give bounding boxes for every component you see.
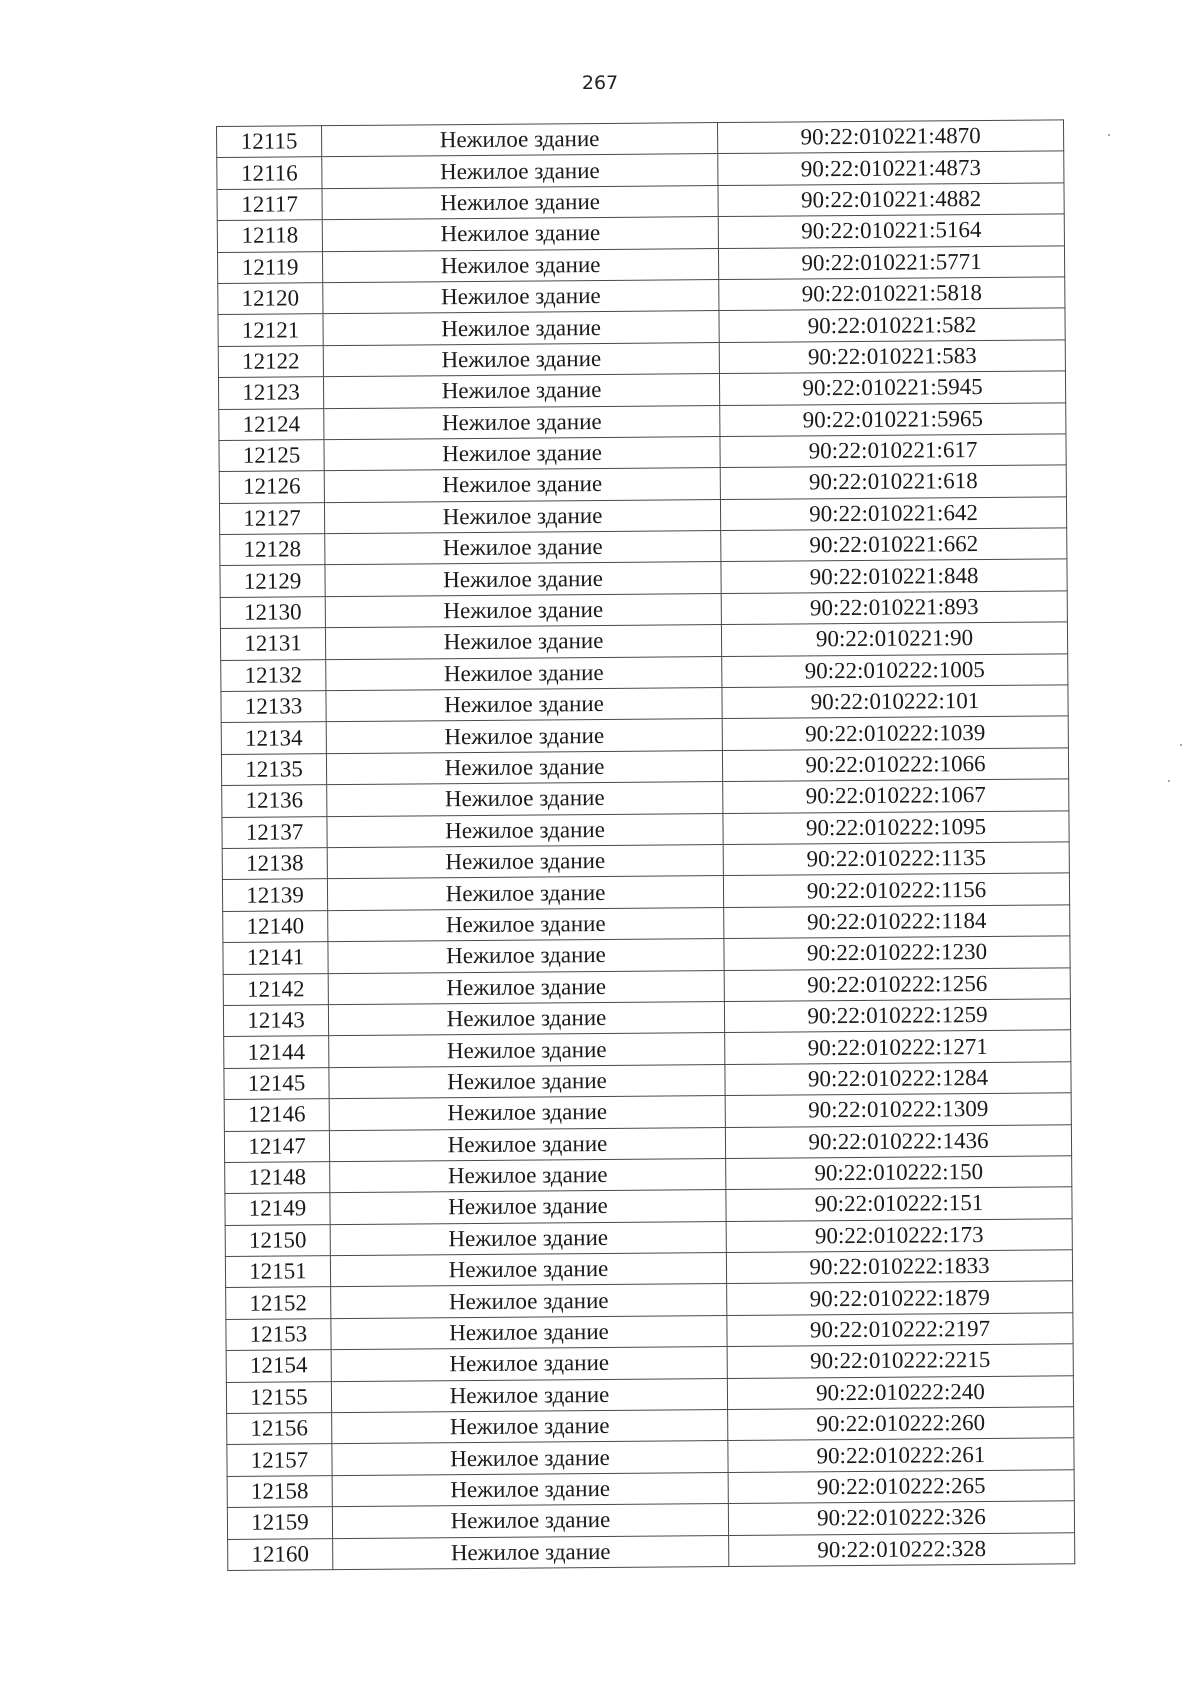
cadastral-number: 90:22:010222:1066 xyxy=(722,748,1068,782)
cadastral-number: 90:22:010222:326 xyxy=(728,1501,1074,1535)
cadastral-number: 90:22:010221:5164 xyxy=(718,214,1064,248)
row-number: 12145 xyxy=(224,1067,329,1099)
row-number: 12152 xyxy=(226,1287,331,1319)
object-type: Нежилое здание xyxy=(331,1347,727,1381)
cadastral-number: 90:22:010222:1156 xyxy=(723,873,1069,907)
cadastral-number: 90:22:010222:265 xyxy=(728,1470,1074,1504)
object-type: Нежилое здание xyxy=(322,154,718,188)
row-number: 12132 xyxy=(221,659,326,691)
object-type: Нежилое здание xyxy=(331,1378,727,1412)
cadastral-number: 90:22:010222:1436 xyxy=(725,1124,1071,1158)
cadastral-number: 90:22:010222:240 xyxy=(727,1375,1073,1409)
cadastral-number: 90:22:010222:260 xyxy=(728,1407,1074,1441)
row-number: 12160 xyxy=(228,1538,333,1570)
object-type: Нежилое здание xyxy=(327,876,723,910)
object-type: Нежилое здание xyxy=(326,719,722,753)
object-type: Нежилое здание xyxy=(324,436,720,470)
cadastral-number: 90:22:010221:5818 xyxy=(719,277,1065,311)
row-number: 12122 xyxy=(218,345,323,377)
object-type: Нежилое здание xyxy=(323,342,719,376)
cadastral-number: 90:22:010222:150 xyxy=(726,1156,1072,1190)
row-number: 12158 xyxy=(227,1475,332,1507)
cadastral-number: 90:22:010222:1135 xyxy=(723,842,1069,876)
object-type: Нежилое здание xyxy=(328,1001,724,1035)
cadastral-number: 90:22:010222:1284 xyxy=(725,1062,1071,1096)
object-type: Нежилое здание xyxy=(323,374,719,408)
object-type: Нежилое здание xyxy=(332,1504,728,1538)
object-type: Нежилое здание xyxy=(325,593,721,627)
row-number: 12154 xyxy=(226,1350,331,1382)
row-number: 12120 xyxy=(218,283,323,315)
cadastral-number: 90:22:010222:1184 xyxy=(724,905,1070,939)
object-type: Нежилое здание xyxy=(325,562,721,596)
row-number: 12157 xyxy=(227,1444,332,1476)
cadastral-number: 90:22:010222:261 xyxy=(728,1438,1074,1472)
row-number: 12118 xyxy=(217,220,322,252)
object-type: Нежилое здание xyxy=(324,405,720,439)
row-number: 12131 xyxy=(220,628,325,660)
cadastral-number: 90:22:010222:1271 xyxy=(725,1030,1071,1064)
cadastral-number: 90:22:010221:618 xyxy=(720,465,1066,499)
object-type: Нежилое здание xyxy=(325,531,721,565)
object-type: Нежилое здание xyxy=(323,311,719,345)
cadastral-number: 90:22:010222:1259 xyxy=(724,999,1070,1033)
object-type: Нежилое здание xyxy=(329,1064,725,1098)
row-number: 12121 xyxy=(218,314,323,346)
object-type: Нежилое здание xyxy=(322,185,718,219)
cadastral-number: 90:22:010222:1309 xyxy=(725,1093,1071,1127)
object-type: Нежилое здание xyxy=(329,1096,725,1130)
row-number: 12137 xyxy=(222,816,327,848)
row-number: 12141 xyxy=(223,942,328,974)
cadastral-number: 90:22:010222:1230 xyxy=(724,936,1070,970)
row-number: 12136 xyxy=(222,785,327,817)
object-type: Нежилое здание xyxy=(333,1535,729,1569)
row-number: 12133 xyxy=(221,691,326,723)
object-type: Нежилое здание xyxy=(332,1472,728,1506)
cadastral-number: 90:22:010221:4870 xyxy=(717,120,1063,154)
row-number: 12125 xyxy=(219,440,324,472)
cadastral-number: 90:22:010222:2215 xyxy=(727,1344,1073,1378)
property-table xyxy=(216,119,1075,1571)
cadastral-number: 90:22:010222:151 xyxy=(726,1187,1072,1221)
object-type: Нежилое здание xyxy=(328,939,724,973)
cadastral-number: 90:22:010221:90 xyxy=(721,622,1067,656)
row-number: 12144 xyxy=(224,1036,329,1068)
object-type: Нежилое здание xyxy=(326,750,722,784)
row-number: 12142 xyxy=(223,973,328,1005)
row-number: 12148 xyxy=(225,1162,330,1194)
row-number: 12128 xyxy=(220,534,325,566)
object-type: Нежилое здание xyxy=(328,970,724,1004)
scan-speck xyxy=(1168,780,1170,782)
row-number: 12153 xyxy=(226,1318,331,1350)
cadastral-number: 90:22:010221:5945 xyxy=(719,371,1065,405)
row-number: 12147 xyxy=(224,1130,329,1162)
cadastral-number: 90:22:010222:328 xyxy=(729,1532,1075,1566)
row-number: 12138 xyxy=(222,848,327,880)
cadastral-number: 90:22:010222:1039 xyxy=(722,716,1068,750)
row-number: 12134 xyxy=(221,722,326,754)
page-number: 267 xyxy=(581,72,619,94)
cadastral-number: 90:22:010221:4882 xyxy=(718,183,1064,217)
cadastral-number: 90:22:010222:1067 xyxy=(723,779,1069,813)
cadastral-number: 90:22:010221:4873 xyxy=(718,151,1064,185)
cadastral-number: 90:22:010222:1256 xyxy=(724,967,1070,1001)
row-number: 12124 xyxy=(219,408,324,440)
row-number: 12127 xyxy=(219,502,324,534)
object-type: Нежилое здание xyxy=(322,248,718,282)
cadastral-number: 90:22:010221:582 xyxy=(719,308,1065,342)
object-type: Нежилое здание xyxy=(328,907,724,941)
cadastral-number: 90:22:010222:101 xyxy=(722,685,1068,719)
object-type: Нежилое здание xyxy=(329,1033,725,1067)
cadastral-number: 90:22:010221:5771 xyxy=(718,245,1064,279)
row-number: 12139 xyxy=(222,879,327,911)
row-number: 12150 xyxy=(225,1224,330,1256)
object-type: Нежилое здание xyxy=(326,688,722,722)
cadastral-number: 90:22:010221:848 xyxy=(721,559,1067,593)
cadastral-number: 90:22:010222:2197 xyxy=(727,1313,1073,1347)
object-type: Нежилое здание xyxy=(331,1315,727,1349)
object-type: Нежилое здание xyxy=(331,1284,727,1318)
row-number: 12129 xyxy=(220,565,325,597)
row-number: 12126 xyxy=(219,471,324,503)
row-number: 12140 xyxy=(223,910,328,942)
table-body xyxy=(217,120,1075,1571)
row-number: 12146 xyxy=(224,1099,329,1131)
table-row xyxy=(228,1532,1075,1570)
cadastral-number: 90:22:010222:1005 xyxy=(722,653,1068,687)
cadastral-number: 90:22:010221:662 xyxy=(721,528,1067,562)
object-type: Нежилое здание xyxy=(330,1190,726,1224)
row-number: 12151 xyxy=(225,1256,330,1288)
row-number: 12115 xyxy=(217,126,322,158)
row-number: 12130 xyxy=(220,597,325,629)
object-type: Нежилое здание xyxy=(330,1253,726,1287)
row-number: 12155 xyxy=(226,1381,331,1413)
object-type: Нежилое здание xyxy=(332,1441,728,1475)
object-type: Нежилое здание xyxy=(327,782,723,816)
cadastral-number: 90:22:010221:583 xyxy=(719,340,1065,374)
cadastral-number: 90:22:010222:1833 xyxy=(726,1250,1072,1284)
cadastral-number: 90:22:010221:893 xyxy=(721,591,1067,625)
object-type: Нежилое здание xyxy=(322,123,718,157)
cadastral-number: 90:22:010222:1095 xyxy=(723,810,1069,844)
row-number: 12149 xyxy=(225,1193,330,1225)
object-type: Нежилое здание xyxy=(327,813,723,847)
object-type: Нежилое здание xyxy=(326,656,722,690)
scan-speck xyxy=(1180,744,1182,746)
object-type: Нежилое здание xyxy=(324,468,720,502)
row-number: 12143 xyxy=(223,1005,328,1037)
object-type: Нежилое здание xyxy=(330,1158,726,1192)
object-type: Нежилое здание xyxy=(323,280,719,314)
object-type: Нежилое здание xyxy=(330,1221,726,1255)
row-number: 12116 xyxy=(217,157,322,189)
object-type: Нежилое здание xyxy=(327,845,723,879)
scan-speck xyxy=(1108,134,1110,136)
row-number: 12117 xyxy=(217,188,322,220)
object-type: Нежилое здание xyxy=(325,625,721,659)
row-number: 12119 xyxy=(217,251,322,283)
object-type: Нежилое здание xyxy=(329,1127,725,1161)
cadastral-number: 90:22:010222:1879 xyxy=(727,1281,1073,1315)
object-type: Нежилое здание xyxy=(322,217,718,251)
row-number: 12123 xyxy=(218,377,323,409)
cadastral-number: 90:22:010221:617 xyxy=(720,434,1066,468)
row-number: 12159 xyxy=(227,1507,332,1539)
cadastral-number: 90:22:010221:642 xyxy=(720,497,1066,531)
row-number: 12135 xyxy=(221,753,326,785)
row-number: 12156 xyxy=(227,1413,332,1445)
cadastral-number: 90:22:010221:5965 xyxy=(720,402,1066,436)
object-type: Нежилое здание xyxy=(332,1410,728,1444)
cadastral-number: 90:22:010222:173 xyxy=(726,1218,1072,1252)
object-type: Нежилое здание xyxy=(324,499,720,533)
